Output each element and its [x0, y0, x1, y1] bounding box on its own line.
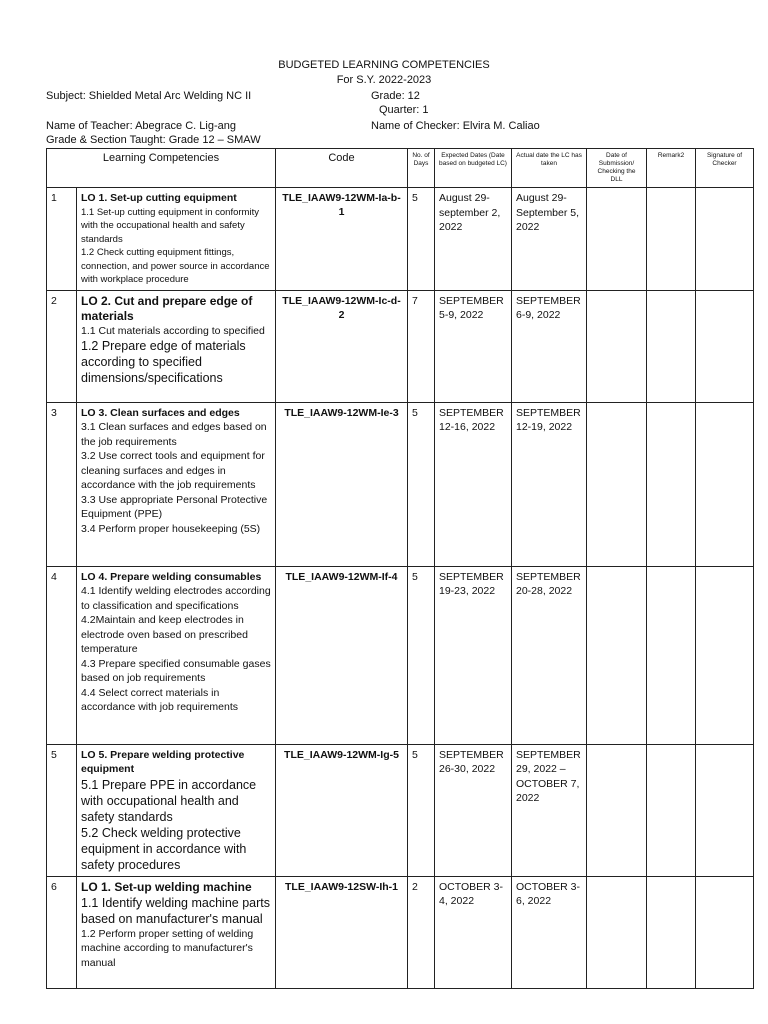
row-number: 2 — [47, 290, 77, 402]
competency-item: 1.1 Identify welding machine parts based on manufacturer's manual — [81, 895, 270, 926]
expected-date-cell: August 29- september 2, 2022 — [435, 188, 512, 291]
code-cell: TLE_IAAW9-12WM-Ia-b-1 — [276, 188, 408, 291]
actual-date-cell: August 29- September 5, 2022 — [512, 188, 587, 291]
competency-item: 1.2 Perform proper setting of welding machine according to manufacturer's manual — [81, 927, 254, 969]
competency-item: 5.2 Check welding protective equipment in accordance with safety procedures — [81, 825, 247, 872]
lo-title: LO 5. Prepare welding protective equipment — [81, 748, 245, 775]
code-cell: TLE_IAAW9-12SW-Ih-1 — [276, 876, 408, 988]
competency-item: 4.2Maintain and keep electrodes in electrode oven based on prescribed temperature — [81, 614, 248, 655]
expected-date-cell: OCTOBER 3-4, 2022 — [435, 876, 512, 988]
submission-cell — [587, 876, 647, 988]
col-header-days: No. of Days — [408, 149, 435, 188]
table-row — [47, 566, 754, 744]
lo-title: LO 3. Clean surfaces and edges — [81, 406, 240, 419]
competency-item: 5.1 Prepare PPE in accordance with occupational health and safety standards — [81, 777, 257, 824]
competency-item: 1.1 Set-up cutting equipment in conformity with the occupational health and safety standards — [81, 206, 259, 245]
lo-title: LO 2. Cut and prepare edge of materials — [81, 293, 253, 323]
competency-cell — [77, 290, 276, 402]
submission-cell — [587, 290, 647, 402]
code-cell: TLE_IAAW9-12WM-Ig-5 — [276, 744, 408, 876]
competency-item: 3.2 Use correct tools and equipment for cleaning surfaces and edges in accordance with the job requirements — [81, 450, 265, 491]
row-number: 5 — [47, 744, 77, 876]
table-row — [47, 876, 754, 988]
competency-table — [46, 148, 754, 989]
col-header-remarks: Remark2 — [647, 149, 696, 188]
table-row — [47, 290, 754, 402]
col-header-submission: Date of Submission/ Checking the DLL — [587, 149, 647, 188]
remarks-cell — [647, 290, 696, 402]
submission-cell — [587, 744, 647, 876]
col-header-actual: Actual date the LC has taken — [512, 149, 587, 188]
row-number: 1 — [47, 188, 77, 291]
header-row — [47, 149, 754, 188]
document-title: BUDGETED LEARNING COMPETENCIES — [278, 59, 490, 71]
signature-cell — [696, 402, 754, 566]
table-row — [47, 402, 754, 566]
days-cell: 5 — [408, 402, 435, 566]
school-year: For S.Y. 2022-2023 — [336, 74, 432, 86]
row-number: 3 — [47, 402, 77, 566]
expected-date-cell: SEPTEMBER 19-23, 2022 — [435, 566, 512, 744]
lo-title: LO 1. Set-up cutting equipment — [81, 192, 237, 204]
competency-item: 4.1 Identify welding electrodes according to classification and specifications — [81, 585, 271, 612]
row-number: 4 — [47, 566, 77, 744]
code-cell: TLE_IAAW9-12WM-Ie-3 — [276, 402, 408, 566]
remarks-cell — [647, 744, 696, 876]
lo-title: LO 4. Prepare welding consumables — [81, 570, 262, 583]
days-cell: 2 — [408, 876, 435, 988]
lo-title: LO 1. Set-up welding machine — [81, 879, 252, 894]
actual-date-cell: SEPTEMBER 29, 2022 – OCTOBER 7, 2022 — [512, 744, 587, 876]
signature-cell — [696, 876, 754, 988]
signature-cell — [696, 566, 754, 744]
submission-cell — [587, 402, 647, 566]
signature-cell — [696, 188, 754, 291]
code-cell: TLE_IAAW9-12WM-Ic-d-2 — [276, 290, 408, 402]
col-header-signature: Signature of Checker — [696, 149, 754, 188]
competency-item: 1.1 Cut materials according to specified — [81, 324, 265, 337]
competency-cell — [77, 566, 276, 744]
actual-date-cell: SEPTEMBER 20-28, 2022 — [512, 566, 587, 744]
subject-label: Subject: Shielded Metal Arc Welding NC II — [46, 90, 252, 102]
competency-cell — [77, 402, 276, 566]
competency-item: 1.2 Prepare edge of materials according to specified dimensions/specifications — [81, 339, 246, 385]
expected-date-cell: SEPTEMBER 5-9, 2022 — [435, 290, 512, 402]
remarks-cell — [647, 566, 696, 744]
actual-date-cell: SEPTEMBER 6-9, 2022 — [512, 290, 587, 402]
competency-cell — [77, 876, 276, 988]
actual-date-cell: OCTOBER 3-6, 2022 — [512, 876, 587, 988]
days-cell: 5 — [408, 566, 435, 744]
grade-label: Grade: 12 — [371, 90, 420, 102]
signature-cell — [696, 744, 754, 876]
expected-date-cell: SEPTEMBER 12-16, 2022 — [435, 402, 512, 566]
competency-item: 3.4 Perform proper housekeeping (5S) — [81, 522, 261, 535]
checker-name: Name of Checker: Elvira M. Caliao — [371, 120, 540, 132]
table-row — [47, 188, 754, 291]
code-cell: TLE_IAAW9-12WM-If-4 — [276, 566, 408, 744]
competency-cell — [77, 744, 276, 876]
competency-item: 3.3 Use appropriate Personal Protective Equipment (PPE) — [81, 493, 268, 520]
table-row — [47, 744, 754, 876]
competency-item: 1.2 Check cutting equipment fittings, connection, and power source in accordance with workplace procedure — [81, 247, 270, 285]
expected-date-cell: SEPTEMBER 26-30, 2022 — [435, 744, 512, 876]
days-cell: 5 — [408, 744, 435, 876]
signature-cell — [696, 290, 754, 402]
competency-item: 4.3 Prepare specified consumable gases based on job requirements — [81, 657, 271, 684]
col-header-code: Code — [276, 149, 408, 188]
competency-item: 4.4 Select correct materials in accordance with job requirements — [81, 686, 238, 713]
teacher-name: Name of Teacher: Abegrace C. Lig-ang — [46, 120, 236, 132]
col-header-competencies: Learning Competencies — [47, 149, 276, 188]
remarks-cell — [647, 876, 696, 988]
submission-cell — [587, 566, 647, 744]
row-number: 6 — [47, 876, 77, 988]
col-header-expected: Expected Dates (Date based on budgeted LC) — [435, 149, 512, 188]
quarter-label: Quarter: 1 — [379, 104, 429, 116]
submission-cell — [587, 188, 647, 291]
days-cell: 5 — [408, 188, 435, 291]
competency-item: 3.1 Clean surfaces and edges based on the job requirements — [81, 421, 267, 448]
remarks-cell — [647, 402, 696, 566]
competency-cell — [77, 188, 276, 291]
remarks-cell — [647, 188, 696, 291]
days-cell: 7 — [408, 290, 435, 402]
actual-date-cell: SEPTEMBER 12-19, 2022 — [512, 402, 587, 566]
grade-section: Grade & Section Taught: Grade 12 – SMAW — [46, 134, 261, 146]
